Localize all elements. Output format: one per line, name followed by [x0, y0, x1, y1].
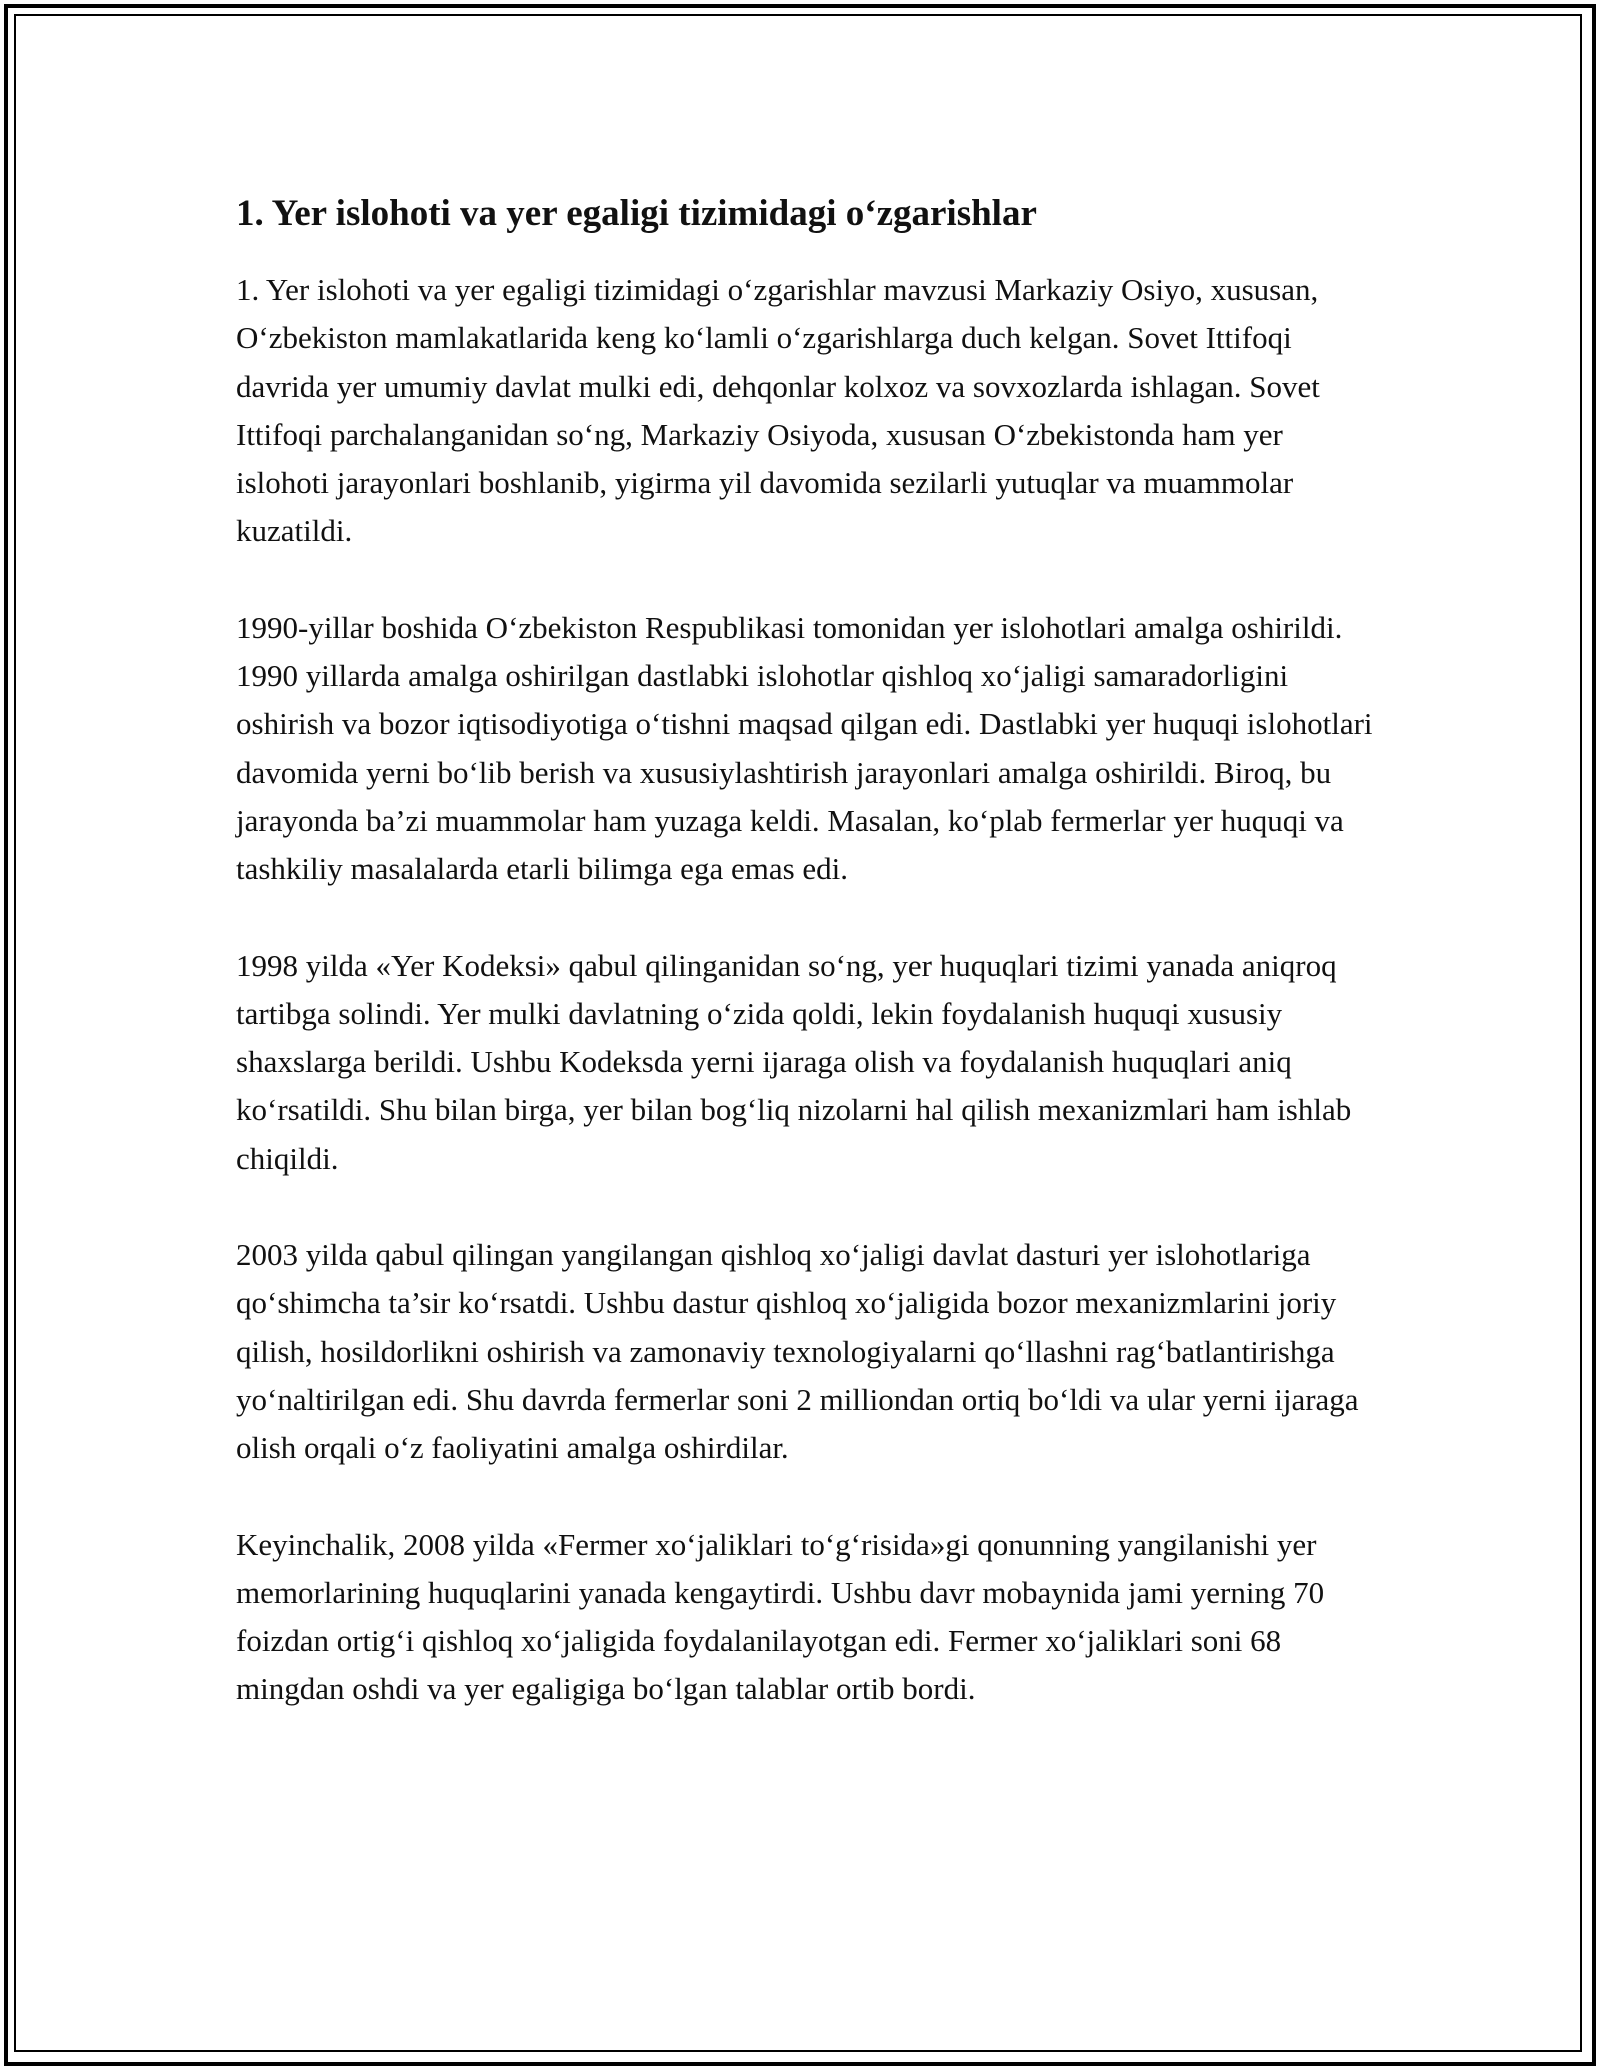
paragraph-3: 1998 yilda «Yer Kodeksi» qabul qilinganidan so‘ng, yer huquqlari tizimi yanada aniqroq tartibga solindi. Yer mulki davlatning o‘zida qoldi, lekin foydalanish huquqi xususiy shaxslarga berildi. Ushbu Kodeksda yerni ijaraga olish va foydalanish huquqlari aniq ko‘rsatildi. Shu bilan birga, yer bilan bog‘liq nizolarni hal qilish mexanizmlari ham ishlab chiqildi. [236, 947, 1352, 1176]
document-title: 1. Yer islohoti va yer egaligi tizimidagi o‘zgarishlar [236, 193, 1037, 234]
paragraph-1: 1. Yer islohoti va yer egaligi tizimidagi o‘zgarishlar mavzusi Markaziy Osiyo, xususan, O‘zbekiston mamlakatlarida keng ko‘lamli o‘zgarishlarga duch kelgan. Sovet Ittifoqi davrida yer umumiy davlat mulki edi, dehqonlar kolxoz va sovxozlarda ishlagan. Sovet Ittifoqi parchalanganidan so‘ng, Markaziy Osiyoda, xususan O‘zbekistonda ham yer islohoti jarayonlari boshlanib, yigirma yil davomida sezilarli yutuqlar va muammolar kuzatildi. [236, 272, 1320, 549]
document-page [236, 186, 1376, 1762]
paragraph-2: 1990-yillar boshida O‘zbekiston Respublikasi tomonidan yer islohotlari amalga oshirildi. 1990 yillarda amalga oshirilgan dastlabki islohotlar qishloq xo‘jaligi samaradorligini oshirish va bozor iqtisodiyotiga o‘tishni maqsad qilgan edi. Dastlabki yer huquqi islohotlari davomida yerni bo‘lib berish va xususiylashtirish jarayonlari amalga oshirildi. Biroq, bu jarayonda ba’zi muammolar ham yuzaga keldi. Masalan, ko‘plab fermerlar yer huquqi va tashkiliy masalalarda etarli bilimga ega emas edi. [236, 609, 1373, 887]
paragraph-5: Keyinchalik, 2008 yilda «Fermer xo‘jaliklari to‘g‘risida»gi qonunning yangilanishi yer memorlarining huquqlarini yanada kengaytirdi. Ushbu davr mobaynida jami yerning 70 foizdan ortig‘i qishloq xo‘jaligida foydalanilayotgan edi. Fermer xo‘jaliklari soni 68 mingdan oshdi va yer egaligiga bo‘lgan talablar ortib bordi. [236, 1526, 1325, 1707]
paragraph-4: 2003 yilda qabul qilingan yangilangan qishloq xo‘jaligi davlat dasturi yer islohotlariga qo‘shimcha ta’sir ko‘rsatdi. Ushbu dastur qishloq xo‘jaligida bozor mexanizmlarini joriy qilish, hosildorlikni oshirish va zamonaviy texnologiyalarni qo‘llashni rag‘batlantirishga yo‘naltirilgan edi. Shu davrda fermerlar soni 2 milliondan ortiq bo‘ldi va ular yerni ijaraga olish orqali o‘z faoliyatini amalga oshirdilar. [236, 1237, 1359, 1466]
